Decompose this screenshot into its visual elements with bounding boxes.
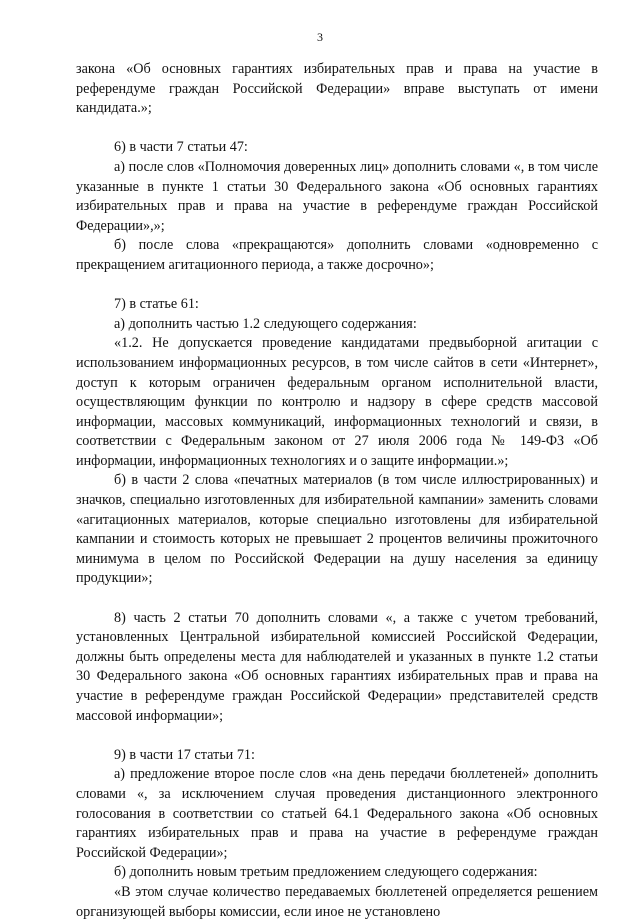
- paragraph: б) дополнить новым третьим предложением следующего содержания:: [114, 864, 538, 881]
- paragraph: а) дополнить частью 1.2 следующего содержания:: [114, 315, 417, 332]
- paragraph: «1.2. Не допускается проведение кандидатами предвыборной агитации с использованием информационных ресурсов, в том числе сайтов в сети «Интернет», доступ к которым ограничен федеральным органом исполнительной власти, осуществляющим функции по контролю и надзору в сфере средств массовой информации, массовых коммуникаций, информационных технологий и связи, в соответствии с Федеральным законом от 27 июля 2006 года № 149-ФЗ «Об информации, информационных технологиях и о защите информации.»;: [76, 335, 598, 469]
- paragraph: а) после слов «Полномочия доверенных лиц» дополнить словами «, в том числе указанные в пункте 1 статьи 30 Федерального закона «Об основных гарантиях избирательных прав и права на участие в референдуме граждан Российской Федерации»,»;: [76, 158, 598, 234]
- page-number: 3: [317, 30, 323, 44]
- paragraph: закона «Об основных гарантиях избирательных прав и права на участие в референдуме граждан Российской Федерации» вправе выступать от имени кандидата.»;: [76, 61, 598, 117]
- paragraph: «В этом случае количество передаваемых бюллетеней определяется решением организующей выборы комиссии, если иное не установлено: [76, 883, 598, 920]
- paragraph: а) предложение второе после слов «на день передачи бюллетеней» дополнить словами «, за исключением случая проведения дистанционного электронного голосования в соответствии со статьей 64.1 Федерального закона «Об основных гарантиях избирательных прав и права на участие в референдуме граждан Российской Федерации»;: [76, 766, 598, 861]
- paragraph: б) в части 2 слова «печатных материалов (в том числе иллюстрированных) и значков, специально изготовленных для избирательной кампании» заменить словами «агитационных материалов, которые специально изготовлены для избирательной кампании и стоимость которых не превышает 2 процентов величины прожиточного минимума в целом по Российской Федерации на душу населения за единицу продукции»;: [76, 472, 598, 587]
- paragraph: 6) в части 7 статьи 47:: [114, 139, 248, 156]
- document-body: [76, 60, 598, 922]
- paragraph: 9) в части 17 статьи 71:: [114, 746, 255, 763]
- paragraph: б) после слова «прекращаются» дополнить словами «одновременно с прекращением агитационного периода, а также досрочно»;: [76, 237, 598, 273]
- paragraph: 8) часть 2 статьи 70 дополнить словами «, а также с учетом требований, установленных Центральной избирательной комиссией Российской Федерации, должны быть определены места для наблюдателей и указанных в пункте 1.2 статьи 30 Федерального закона «Об основных гарантиях избирательных прав и права на участие в референдуме граждан Российской Федерации» представителей средств массовой информации»;: [76, 609, 598, 724]
- paragraph: 7) в статье 61:: [114, 296, 199, 313]
